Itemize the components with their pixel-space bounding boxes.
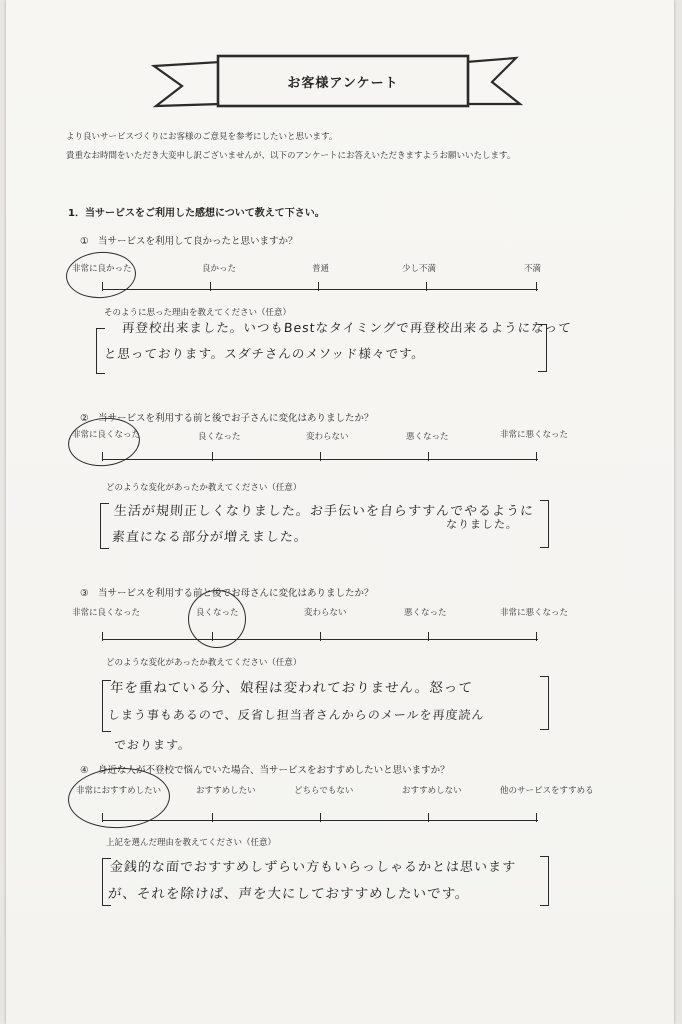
- q1-scale-tick: [210, 282, 211, 291]
- q4-option-1: 非常におすすめしたい: [76, 786, 162, 796]
- q4-option-2: おすすめしたい: [196, 786, 256, 796]
- q2-answer-line-2: なりました。: [445, 518, 519, 531]
- q1-option-2: 良かった: [202, 264, 237, 274]
- q1-option-1: 非常に良かった: [72, 264, 132, 274]
- question-2-label: ② 当サービスを利用する前と後でお子さんに変化はありましたか？: [80, 413, 374, 424]
- q4-scale-tick: [428, 813, 429, 822]
- q1-answer-line-1: 再登校出来ました。いつもBestなタイミングで再登校出来るようになって: [121, 320, 573, 335]
- q3-answer-line-2: しまう事もあるので、反省し担当者さんからのメールを再度読ん: [107, 708, 485, 722]
- q2-scale-tick: [428, 452, 429, 461]
- q4-answer-bracket-right: [540, 856, 549, 906]
- q4-scale-tick: [212, 813, 213, 822]
- q4-answer-line-2: が、それを除けば、声を大にしておすすめしたいです。: [107, 886, 470, 902]
- intro-line-1: より良いサービスづくりにお客様のご意見を参考にしたいと思います。: [66, 132, 338, 142]
- q1-scale-tick: [426, 282, 427, 291]
- q2-option-5: 非常に悪くなった: [500, 430, 569, 440]
- q2-option-2: 良くなった: [198, 432, 241, 442]
- q2-answer-bracket-right: [540, 500, 549, 548]
- q2-answer-line-3: 素直になる部分が増えました。: [111, 530, 309, 545]
- question-3-label: ③ 当サービスを利用する前と後でお母さんに変化はありましたか？: [80, 588, 374, 599]
- q1-option-4: 少し不満: [402, 264, 437, 274]
- q2-option-3: 変わらない: [306, 432, 349, 442]
- q4-option-4: おすすめしない: [402, 786, 462, 796]
- q1-option-3: 普通: [312, 264, 330, 274]
- q3-scale-tick: [320, 632, 321, 641]
- q1-scale-line: [102, 289, 538, 290]
- q2-scale-tick: [320, 452, 321, 461]
- title-ribbon: [6, 0, 674, 130]
- intro-line-2: 貴重なお時間をいただき大変申し訳ございませんが、以下のアンケートにお答えいただきますようお願いいたします。: [66, 151, 516, 161]
- q2-answer-line-1: 生活が規則正しくなりました。お手伝いを自らすすんでやるように: [113, 504, 535, 519]
- q4-scale-tick: [536, 813, 537, 822]
- q1-scale-tick: [318, 282, 319, 291]
- q3-answer-line-1: 年を重ねている分、娘程は変われておりません。怒って: [109, 680, 474, 696]
- q3-option-3: 変わらない: [304, 608, 347, 618]
- q1-option-5: 不満: [524, 264, 542, 274]
- q3-scale-tick: [536, 632, 537, 641]
- q1-answer-line-2: と思っております。スダチさんのメソッド様々です。: [103, 346, 426, 361]
- q4-option-3: どちらでもない: [294, 786, 354, 796]
- section-heading: 1．当サービスをご利用した感想について教えて下さい。: [68, 208, 325, 219]
- q3-scale-tick: [102, 632, 103, 641]
- q2-option-1: 非常に良くなった: [72, 430, 141, 440]
- q3-option-1: 非常に良くなった: [72, 608, 141, 618]
- q3-option-4: 悪くなった: [404, 608, 447, 618]
- question-1-label: ① 当サービスを利用して良かったと思いますか？: [80, 236, 298, 247]
- q3-option-2: 良くなった: [196, 608, 239, 618]
- q3-selection-circle: [188, 590, 246, 648]
- q4-followup-label: 上記を選んだ理由を教えてください（任意）: [106, 838, 277, 848]
- q1-scale-tick: [536, 282, 537, 291]
- q1-selection-circle: [64, 250, 137, 301]
- q3-answer-bracket-right: [540, 676, 549, 730]
- survey-sheet: [6, 0, 674, 1024]
- q3-option-5: 非常に悪くなった: [500, 608, 569, 618]
- q1-followup-label: そのように思った理由を教えてください（任意）: [104, 308, 292, 318]
- q2-answer-bracket-left: [100, 503, 109, 549]
- question-4-label: ④ 身近な人が不登校で悩んでいた場合、当サービスをおすすめしたいと思いますか？: [80, 765, 450, 776]
- q4-answer-line-1: 金銭的な面でおすすめしずらい方もいらっしゃるかとは思います: [109, 860, 517, 875]
- q4-scale-tick: [320, 813, 321, 822]
- q3-scale-tick: [428, 632, 429, 641]
- q2-scale-tick: [212, 452, 213, 461]
- q3-answer-line-3: でおります。: [113, 738, 192, 752]
- page-title: お客様アンケート: [287, 76, 399, 91]
- q2-scale-tick: [536, 452, 537, 461]
- q2-option-4: 悪くなった: [406, 432, 449, 442]
- q3-followup-label: どのような変化があったか教えてください（任意）: [106, 658, 302, 668]
- q2-followup-label: どのような変化があったか教えてください（任意）: [106, 483, 302, 493]
- q4-option-5: 他のサービスをすすめる: [500, 786, 594, 796]
